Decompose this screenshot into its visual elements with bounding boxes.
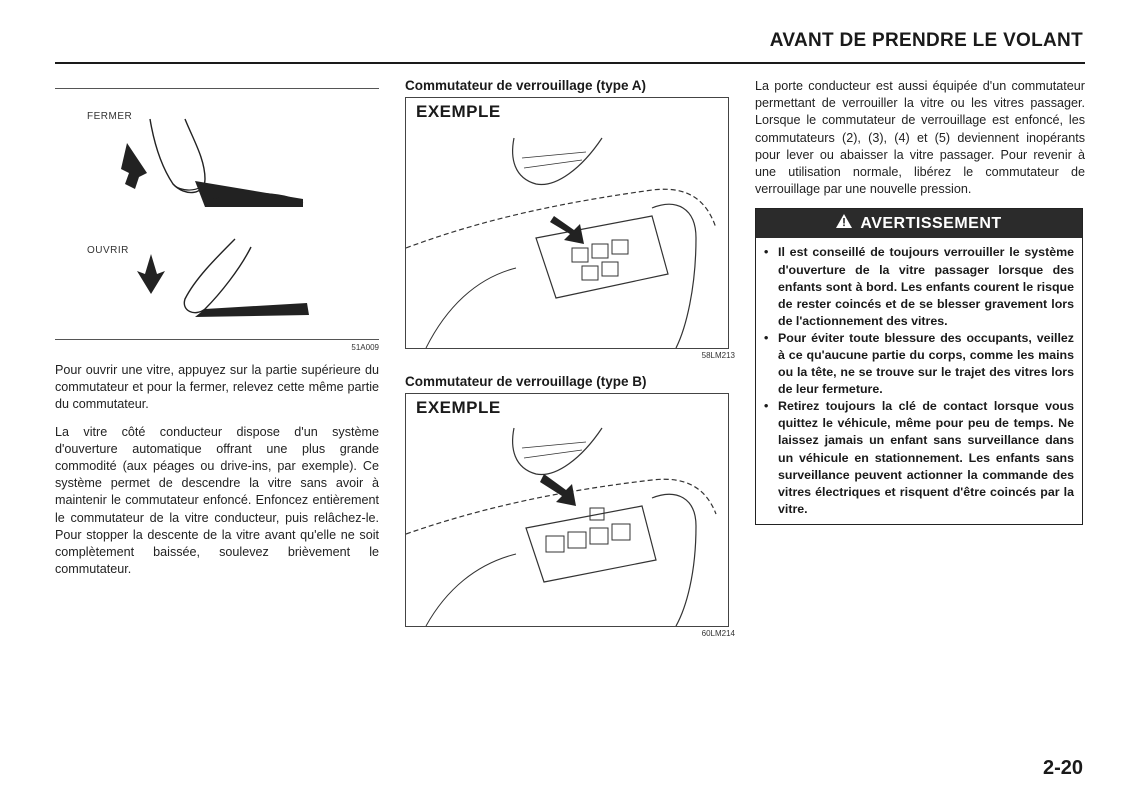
figure-code-b: 60LM214 [701,629,735,638]
warning-title-text: AVERTISSEMENT [860,215,1002,233]
lock-switch-type-b-figure [405,393,729,627]
right-column [755,78,1085,525]
warning-list [756,238,1082,524]
door-panel-illustration-a [406,98,728,348]
figure-code: 51A009 [351,343,379,352]
figure-code-a: 58LM213 [701,351,735,360]
door-panel-illustration-b [406,394,728,626]
exemple-label-b: EXEMPLE [416,398,501,417]
page-number: 2-20 [1042,757,1083,779]
warning-triangle-icon [836,214,852,233]
heading-lock-switch-type-b: Commutateur de verrouillage (type B) [405,374,647,389]
warning-item: • Pour éviter toute blessure des occupants, veillez à ce qu'aucune partie du corps, comme les mains ou la tête, ne se trouve sur le trajet des vitres lors de leur fermeture. [764,330,1074,398]
warning-title [756,209,1082,238]
window-switch-figure [55,88,379,352]
window-switch-illustration [55,89,379,339]
label-close: FERMER [87,111,133,122]
header-rule [55,62,1085,64]
lock-switch-type-a-figure [405,97,729,349]
paragraph-auto-down: La vitre côté conducteur dispose d'un système d'ouverture automatique offrant une plus grande commodité (aux péages ou drive-ins, par exemple). Ce système permet de descendre la vitre sans avoir à maintenir le commutateur enfoncé. Enfoncez entièrement le commutateur de la vitre conducteur, puis relâchez-le. Pour stopper la descente de la vitre avant qu'elle ne soit complètement baissée, soulevez brièvement le commutateur. [55,424,379,577]
warning-box [755,208,1083,525]
paragraph-open-close: Pour ouvrir une vitre, appuyez sur la partie supérieure du commutateur et pour la fermer, relevez cette même partie du commutateur. [55,363,379,412]
middle-column [405,78,735,648]
warning-item: • Il est conseillé de toujours verrouiller le système d'ouverture de la vitre passager lorsque des enfants sont à bord. Les enfants courent le risque de rester coincés et de se blesser gravement lors de l'actionnement des vitres. [764,244,1074,329]
warning-item: • Retirez toujours la clé de contact lorsque vous quittez le véhicule, même pour peu de temps. Ne laissez jamais un enfant sans surveillance dans un véhicule en stationnement. Les enfants sans surveillance peuvent actionner la commande des vitres électriques et risquent d'être coincés par la vitre. [764,398,1074,518]
left-column [55,88,379,588]
page-header: AVANT DE PRENDRE LE VOLANT [769,30,1083,51]
label-open: OUVRIR [87,245,129,256]
exemple-label-a: EXEMPLE [416,102,501,121]
heading-lock-switch-type-a: Commutateur de verrouillage (type A) [405,78,647,93]
paragraph-lock-switch: La porte conducteur est aussi équipée d'un commutateur permettant de verrouiller la vitre ou les vitres passager. Lorsque le commutateur de verrouillage est enfoncé, les commutateurs (2), (3), (4) et (5) deviennent inopérants pour lever ou abaisser la vitre passager. Pour revenir à une utilisation normale, libérez le commutateur de verrouillage par une nouvelle pression. [755,79,1085,197]
